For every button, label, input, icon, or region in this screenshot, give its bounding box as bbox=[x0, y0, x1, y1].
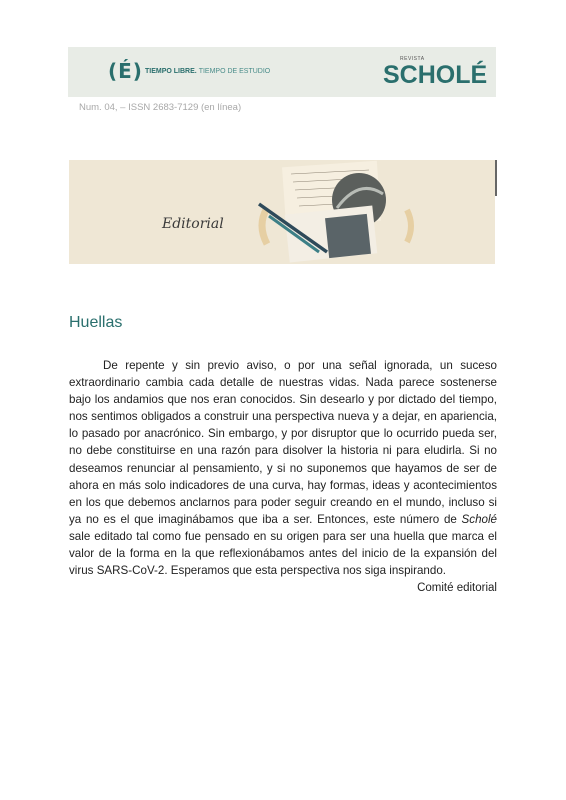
revista-label: REVISTA bbox=[400, 56, 425, 62]
banner-editorial-label: Editorial bbox=[162, 216, 224, 232]
journal-tagline bbox=[145, 68, 270, 75]
tagline-part-a: TIEMPO LIBRE. bbox=[145, 68, 197, 75]
scrollbar-thumb[interactable] bbox=[495, 160, 497, 196]
article-signature: Comité editorial bbox=[417, 582, 497, 594]
issn-line: Num. 04, – ISSN 2683-7129 (en línea) bbox=[79, 102, 242, 113]
journal-header-banner bbox=[68, 47, 496, 97]
article-body bbox=[69, 357, 497, 579]
article-body-part2: sale editado tal como fue pensado en su origen para ser una huella que marca el valor de la forma en la que reflexionábamos antes del inicio de la expansión del virus SARS-CoV-2. Esperamos que esta perspectiva nos siga inspirando. bbox=[69, 529, 497, 578]
journal-name-logo: SCHOLÉ bbox=[383, 61, 488, 89]
article-title: Huellas bbox=[69, 314, 123, 331]
banner-illustration bbox=[69, 160, 495, 264]
editorial-banner-image bbox=[69, 160, 495, 264]
article-body-italic: Scholé bbox=[461, 512, 497, 526]
tagline-part-b: TIEMPO DE ESTUDIO bbox=[198, 68, 271, 75]
article-body-part1: De repente y sin previo aviso, o por una señal ignorada, un suceso extraordinario cambia cada detalle de nuestras vidas. Nada parece sostenerse bajo los andamios que nos eran conocidos. Sin desearlo y por dictado del tiempo, nos sentimos obligados a construir una perspectiva nueva y a dejar, en apariencia, lo pasado por anacrónico. Sin embargo, y por disruptor que lo ocurrido pueda ser, no debe constituirse en una razón para disolver la historia ni para eludirla. Si no deseamos renunciar al pensamiento, y si no suponemos que hayamos de ser de ahora en más solo indicadores de una curva, hay formas, ideas y acontecimientos en los que debemos anclarnos para poder seguir creando en el mundo, incluso si ya no es el que imaginábamos que iba a ser. Entonces, este número de bbox=[69, 359, 497, 526]
journal-logo-mark: (É) bbox=[108, 59, 143, 83]
